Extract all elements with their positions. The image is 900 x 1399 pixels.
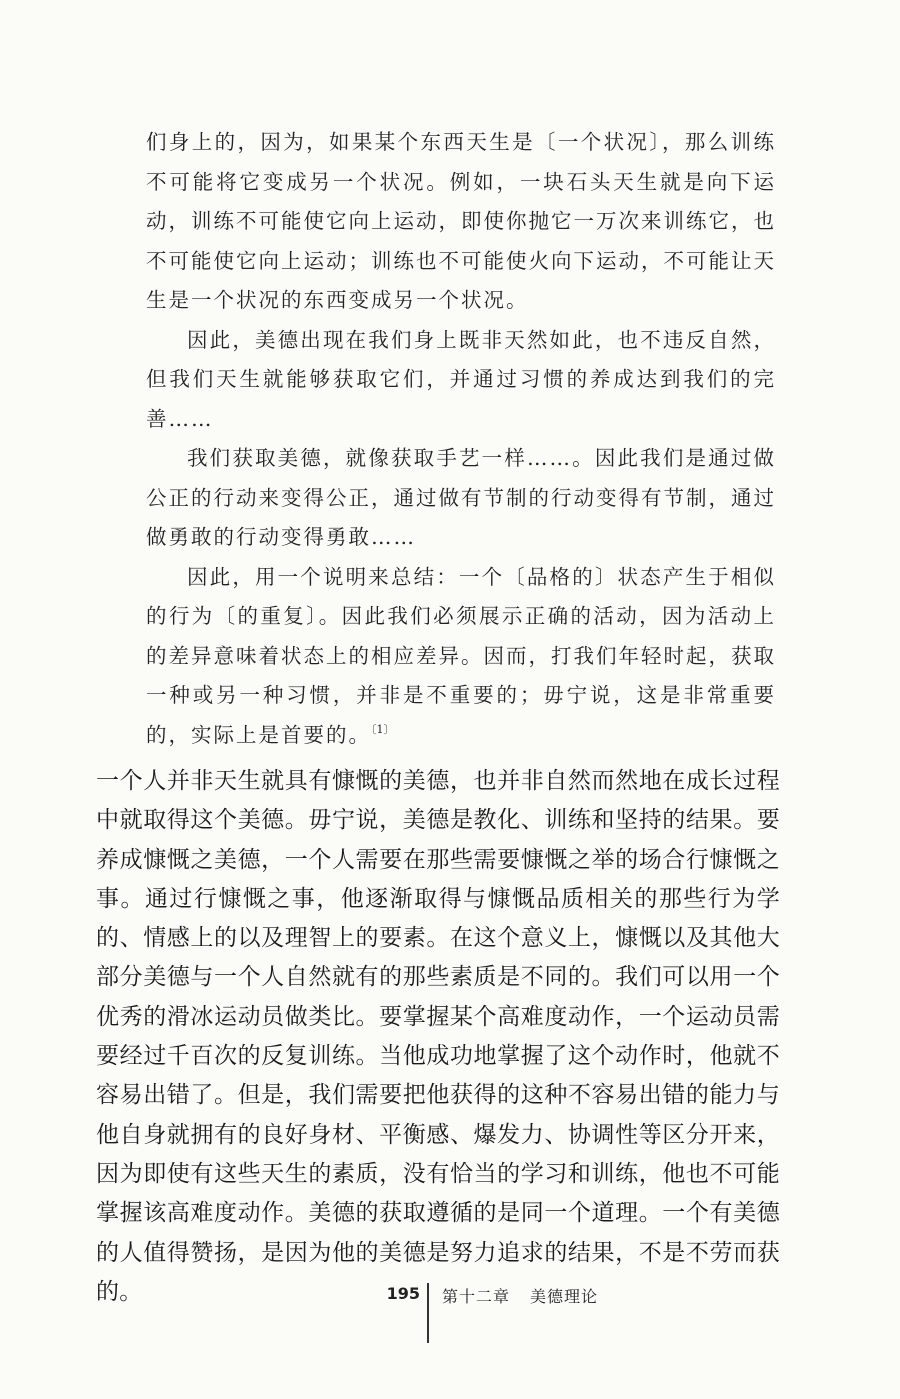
quote-paragraph-3: 我们获取美德，就像获取手艺一样……。因此我们是通过做公正的行动来变得公正，通过做有节制的行动变得有节制，通过做勇敢的行动变得勇敢…… (146, 446, 776, 549)
quote-paragraph-2: 因此，美德出现在我们身上既非天然如此，也不违反自然，但我们天生就能够获取它们，并通过习惯的养成达到我们的完善…… (146, 327, 776, 431)
footer-divider (427, 1283, 429, 1343)
page-number: 195 (386, 1284, 420, 1303)
main-body-text (96, 762, 780, 1312)
footnote-marker[interactable]: 〔1〕 (371, 722, 395, 736)
quote-paragraph-1: 们身上的，因为，如果某个东西天生是〔一个状况〕，那么训练不可能将它变成另一个状况。例如，一块石头天生就是向下运动，训练不可能使它向上运动，即使你抛它一万次来训练它，也不可能使它向上运动；训练也不可能使火向下运动，不可能让天生是一个状况的东西变成另一个状况。 (146, 130, 776, 312)
chapter-label: 第十二章 (442, 1287, 511, 1306)
body-paragraph: 一个人并非天生就具有慷慨的美德，也并非自然而然地在成长过程中就取得这个美德。毋宁说，美德是教化、训练和坚持的结果。要养成慷慨之美德，一个人需要在那些需要慷慨之举的场合行慷慨之事。通过行慷慨之事，他逐渐取得与慷慨品质相关的那些行为学的、情感上的以及理智上的要素。在这个意义上，慷慨以及其他大部分美德与一个人自然就有的那些素质是不同的。我们可以用一个优秀的滑冰运动员做类比。要掌握某个高难度动作，一个运动员需要经过千百次的反复训练。当他成功地掌握了这个动作时，他就不容易出错了。但是，我们需要把他获得的这种不容易出错的能力与他自身就拥有的良好身材、平衡感、爆发力、协调性等区分开来，因为即使有这些天生的素质，没有恰当的学习和训练，他也不可能掌握该高难度动作。美德的获取遵循的是同一个道理。一个有美德的人值得赞扬，是因为他的美德是努力追求的结果，不是不劳而获的。 (96, 768, 780, 1305)
chapter-title: 美德理论 (530, 1287, 599, 1306)
running-header (442, 1284, 598, 1307)
quote-paragraph-4 (146, 558, 776, 756)
quote-paragraph-4-text: 因此，用一个说明来总结：一个〔品格的〕状态产生于相似的行为〔的重复〕。因此我们必须展示正确的活动，因为活动上的差异意味着状态上的相应差异。因而，打我们年轻时起，获取一种或另一种习惯，并非是不重要的；毋宁说，这是非常重要的，实际上是首要的。 (146, 564, 776, 747)
block-quote (146, 123, 776, 755)
